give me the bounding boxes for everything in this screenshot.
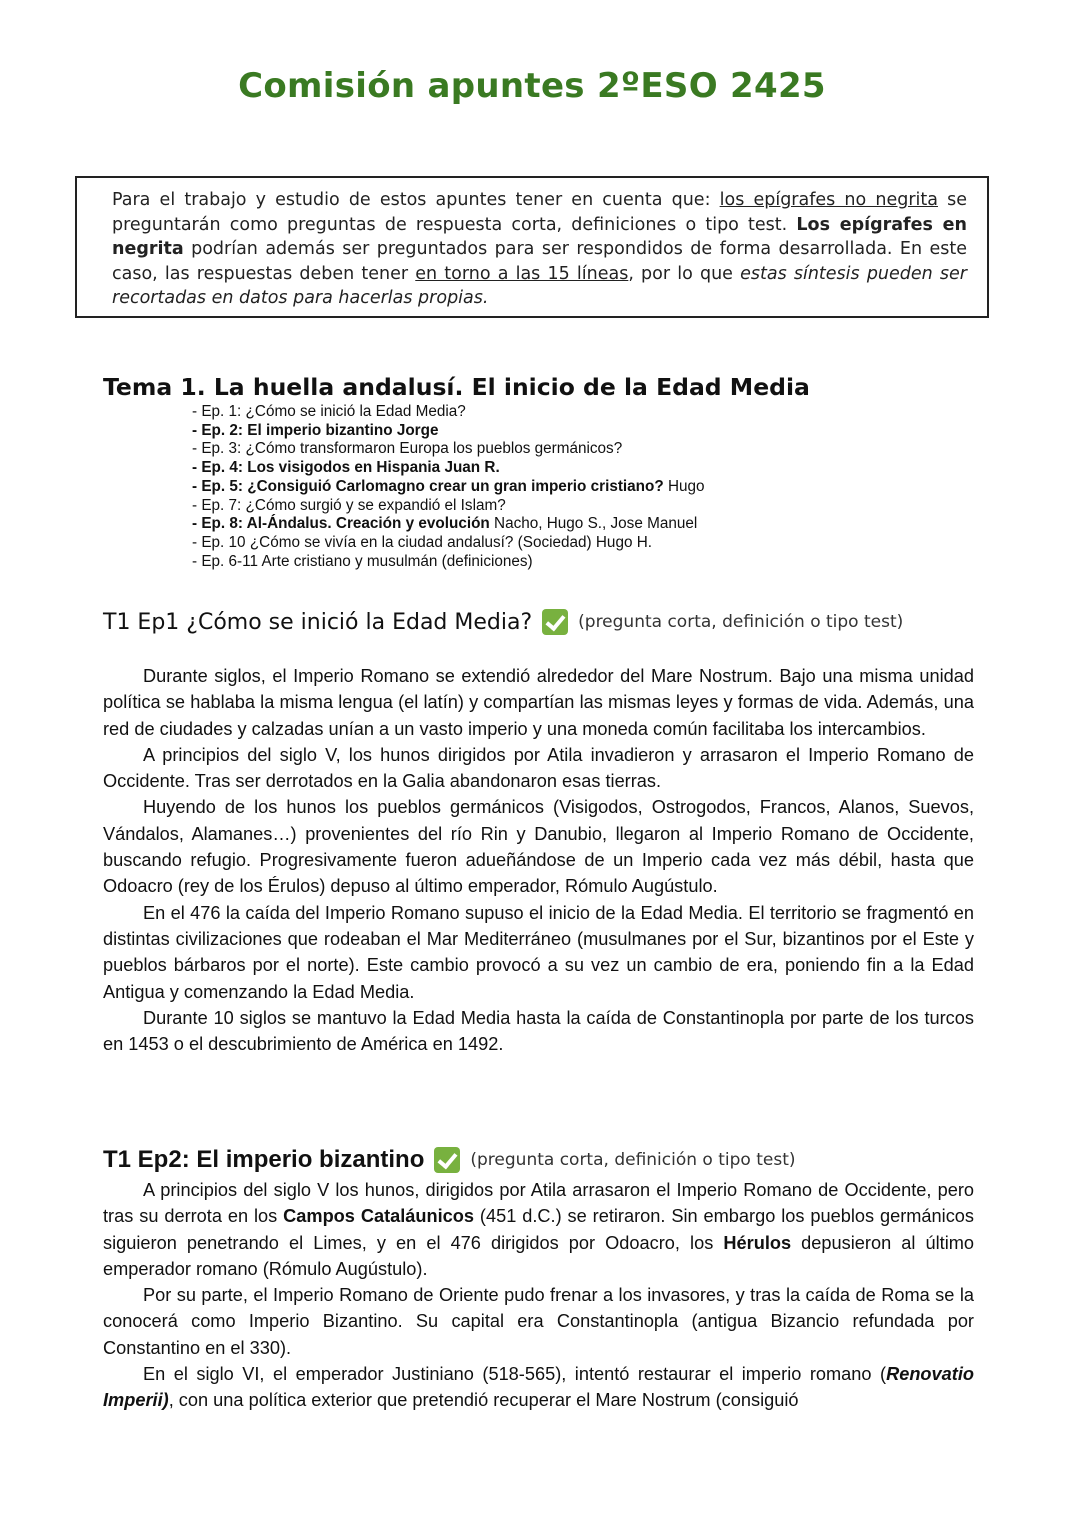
episode-item: - Ep. 8: Al-Ándalus. Creación y evolución Nacho, Hugo S., Jose Manuel xyxy=(192,515,698,533)
episode-item: - Ep. 4: Los visigodos en Hispania Juan R. xyxy=(192,459,500,477)
section-title: T1 Ep1 ¿Cómo se inició la Edad Media? xyxy=(103,609,533,635)
section-note: (pregunta corta, definición o tipo test) xyxy=(470,1150,796,1170)
notice-text: Para el trabajo y estudio de estos apuntes tener en cuenta que: xyxy=(112,190,720,210)
episode-item: - Ep. 3: ¿Cómo transformaron Europa los pueblos germánicos? xyxy=(192,440,623,458)
notice-bold: Los epígrafes en negrita xyxy=(112,214,967,259)
paragraph: Durante 10 siglos se mantuvo la Edad Media hasta la caída de Constantinopla por parte de los turcos en 1453 o el descubrimiento de América en 1492. xyxy=(103,1007,974,1055)
tema-heading: Tema 1. La huella andalusí. El inicio de la Edad Media xyxy=(103,373,810,401)
notice-text: podrían además ser preguntados para ser respondidos de forma desarrollada. En este caso, las respuestas deben tener xyxy=(112,239,967,284)
paragraph: A principios del siglo V, los hunos dirigidos por Atila invadieron y arrasaron el Imperio Romano de Occidente. Tras ser derrotados en la Galia abandonaron esas tierras. xyxy=(103,744,974,792)
episode-item: - Ep. 2: El imperio bizantino Jorge xyxy=(192,421,439,439)
notice-underline-2: en torno a las 15 líneas xyxy=(415,263,629,284)
episode-assignee: Nacho, Hugo S., Jose Manuel xyxy=(489,515,698,533)
study-notice-box xyxy=(75,176,989,318)
paragraph: A principios del siglo V los hunos, dirigidos por Atila arrasaron el Imperio Romano de Occidente, pero tras su derrota en los Campos Cataláunicos (451 d.C.) se retiraron. Sin embargo los pueblos germánicos siguieron penetrando el Limes, y en el 476 dirigidos por Odoacro, los Hérulos depusieron al último emperador romano (Rómulo Augústulo). xyxy=(103,1180,975,1279)
paragraph: Huyendo de los hunos los pueblos germánicos (Visigodos, Ostrogodos, Francos, Alanos, Suevos, Vándalos, Alamanes…) provenientes del río Rin y Danubio, llegaron al Imperio Romano de Occidente, buscando refugio. Progresivamente fueron adueñándose de un Imperio cada vez más débil, hasta que Odoacro (rey de los Érulos) depuso al último emperador, Rómulo Augústulo. xyxy=(103,797,974,897)
section-note: (pregunta corta, definición o tipo test) xyxy=(578,612,904,632)
notice-text: , por lo que xyxy=(628,263,741,284)
section-heading-ep2 xyxy=(103,1146,796,1174)
episode-assignee: Hugo xyxy=(663,477,705,495)
paragraph: Durante siglos, el Imperio Romano se extendió alrededor del Mare Nostrum. Bajo una misma unidad política se hablaba la misma lengua (el latín) y compartían las mismas leyes y formas de vida. Además, una red de ciudades y calzadas unían a un vasto imperio y una moneda común facilitaba los intercambios. xyxy=(103,666,974,739)
episode-item: - Ep. 1: ¿Cómo se inició la Edad Media? xyxy=(192,403,466,420)
section-heading-ep1 xyxy=(103,609,903,635)
section-body-ep2 xyxy=(103,1177,974,1414)
bold-term: Campos Cataláunicos xyxy=(283,1206,475,1227)
section-title: T1 Ep2: El imperio bizantino xyxy=(103,1146,425,1173)
section-body-ep1 xyxy=(103,663,974,1057)
episode-item: - Ep. 10 ¿Cómo se vivía en la ciudad andalusí? (Sociedad) Hugo H. xyxy=(192,533,653,551)
notice-text: se preguntarán como preguntas de respuesta corta, definiciones o tipo test. xyxy=(112,190,967,235)
document-title: Comisión apuntes 2ºESO 2425 xyxy=(238,66,826,106)
paragraph: En el siglo VI, el emperador Justiniano (518-565), intentó restaurar el imperio romano (Renovatio Imperii), con una política exterior que pretendió recuperar el Mare Nostrum (consiguió xyxy=(103,1364,974,1411)
episode-list xyxy=(192,403,705,571)
episode-item: - Ep. 6-11 Arte cristiano y musulmán (definiciones) xyxy=(192,552,533,570)
check-mark-icon xyxy=(542,609,568,635)
episode-item: - Ep. 7: ¿Cómo surgió y se expandió el Islam? xyxy=(192,496,506,514)
paragraph: Por su parte, el Imperio Romano de Oriente pudo frenar a los invasores, y tras la caída de Roma se la conocerá como Imperio Bizantino. Su capital era Constantinopla (antigua Bizancio refundada por Constantino en el 330). xyxy=(103,1285,974,1358)
bold-italic-term: Renovatio Imperii) xyxy=(103,1364,974,1411)
notice-underline-1: los epígrafes no negrita xyxy=(719,190,938,210)
episode-item: - Ep. 5: ¿Consiguió Carlomagno crear un gran imperio cristiano? Hugo xyxy=(192,477,705,495)
bold-term: Hérulos xyxy=(723,1232,792,1253)
paragraph: En el 476 la caída del Imperio Romano supuso el inicio de la Edad Media. El territorio se fragmentó en distintas civilizaciones que rodeaban el Mar Mediterráneo (musulmanes por el Sur, bizantinos por el Este y pueblos bárbaros por el norte). Este cambio provocó a su vez un cambio de era, poniendo fin a la Edad Antigua y comenzando la Edad Media. xyxy=(103,902,974,1002)
notice-italic: estas síntesis pueden ser recortadas en datos para hacerlas propias. xyxy=(112,263,967,308)
check-mark-icon xyxy=(434,1147,460,1173)
